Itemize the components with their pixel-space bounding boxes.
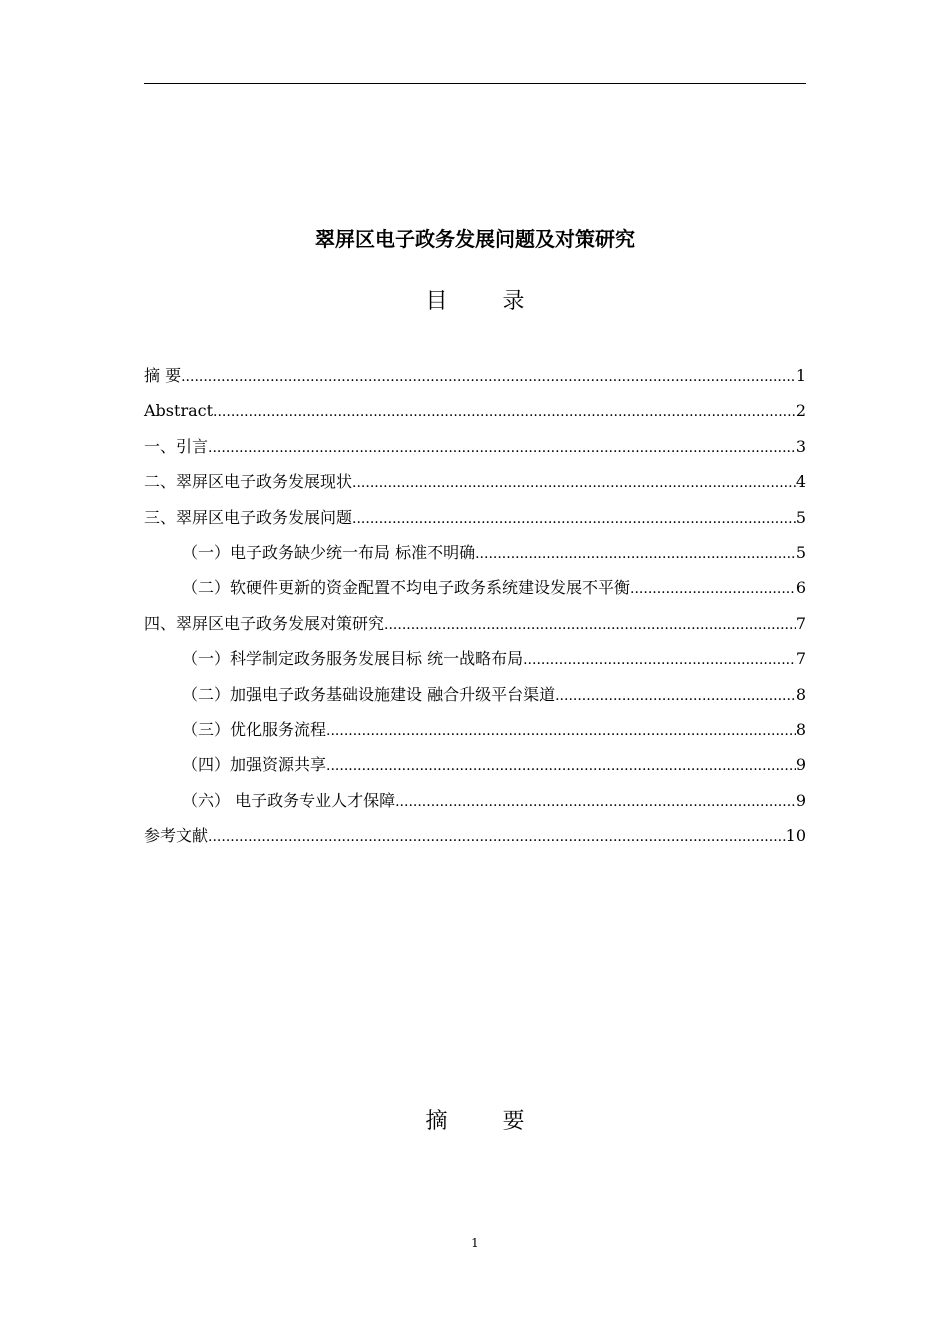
toc-entry-page: 9 [795, 790, 806, 810]
toc-entry-label: （一）科学制定政务服务发展目标 统一战略布局 [182, 649, 524, 669]
toc-entry-problem-2[interactable] [144, 574, 806, 609]
toc-entry-label: （一）电子政务缺少统一布局 标准不明确 [182, 542, 476, 562]
toc-dot-leader [208, 434, 796, 462]
document-title: 翠屏区电子政务发展问题及对策研究 [315, 227, 635, 251]
toc-entry-page: 8 [795, 684, 806, 704]
toc-entry-page: 5 [795, 542, 806, 562]
toc-dot-leader [213, 398, 796, 426]
toc-entry-page: 4 [795, 472, 806, 492]
toc-entry-page: 6 [795, 578, 806, 598]
toc-dot-leader [384, 611, 796, 639]
toc-dot-leader [555, 682, 796, 710]
toc-entry-abstract-en[interactable] [144, 397, 806, 432]
toc-entry-page: 3 [795, 436, 806, 456]
toc-entry-current-status[interactable] [144, 468, 806, 503]
toc-entry-page: 2 [795, 401, 806, 421]
toc-dot-leader [326, 752, 796, 780]
toc-entry-page: 8 [795, 719, 806, 739]
table-of-contents [144, 362, 806, 857]
toc-dot-leader [181, 363, 796, 391]
toc-entry-page: 1 [795, 366, 806, 385]
toc-dot-leader [475, 540, 796, 568]
toc-entry-label: 参考文献 [144, 826, 209, 846]
toc-dot-leader [352, 505, 796, 533]
toc-entry-label: （二）软硬件更新的资金配置不均电子政务系统建设发展不平衡 [182, 578, 631, 598]
toc-entry-page: 5 [795, 507, 806, 527]
toc-dot-leader [352, 469, 796, 497]
toc-dot-leader [395, 788, 796, 816]
toc-entry-countermeasure-4[interactable] [144, 751, 806, 786]
toc-heading: 目 录 [425, 289, 549, 314]
toc-entry-page: 9 [795, 755, 806, 775]
abstract-heading: 摘 要 [425, 1109, 549, 1134]
toc-entry-label: （二）加强电子政务基础设施建设 融合升级平台渠道 [182, 684, 556, 704]
toc-entry-introduction[interactable] [144, 433, 806, 468]
toc-entry-page: 7 [795, 613, 806, 633]
toc-entry-page: 10 [785, 826, 806, 846]
toc-dot-leader [630, 575, 796, 603]
toc-entry-references[interactable] [144, 822, 806, 857]
toc-entry-label: （三）优化服务流程 [182, 719, 327, 739]
toc-entry-label: 二、翠屏区电子政务发展现状 [144, 472, 353, 492]
toc-entry-problems[interactable] [144, 504, 806, 539]
toc-entry-countermeasure-3[interactable] [144, 716, 806, 751]
toc-entry-label: 四、翠屏区电子政务发展对策研究 [144, 613, 385, 633]
toc-entry-label: （四）加强资源共享 [182, 755, 327, 775]
toc-dot-leader [208, 823, 786, 851]
toc-entry-label: 三、翠屏区电子政务发展问题 [144, 507, 353, 527]
toc-entry-label: 一、引言 [144, 436, 209, 456]
toc-entry-countermeasure-1[interactable] [144, 645, 806, 680]
toc-entry-label: （六） 电子政务专业人才保障 [182, 790, 396, 810]
toc-entry-page: 7 [795, 649, 806, 669]
header-rule [144, 83, 806, 84]
toc-dot-leader [523, 646, 796, 674]
toc-entry-label: Abstract [144, 401, 214, 421]
toc-entry-countermeasures[interactable] [144, 610, 806, 645]
toc-entry-countermeasure-6[interactable] [144, 787, 806, 822]
toc-entry-label: 摘 要 [144, 366, 182, 385]
toc-entry-countermeasure-2[interactable] [144, 681, 806, 716]
page-number: 1 [471, 1236, 479, 1250]
toc-entry-problem-1[interactable] [144, 539, 806, 574]
toc-dot-leader [326, 717, 796, 745]
toc-entry-abstract-cn[interactable] [144, 362, 806, 397]
